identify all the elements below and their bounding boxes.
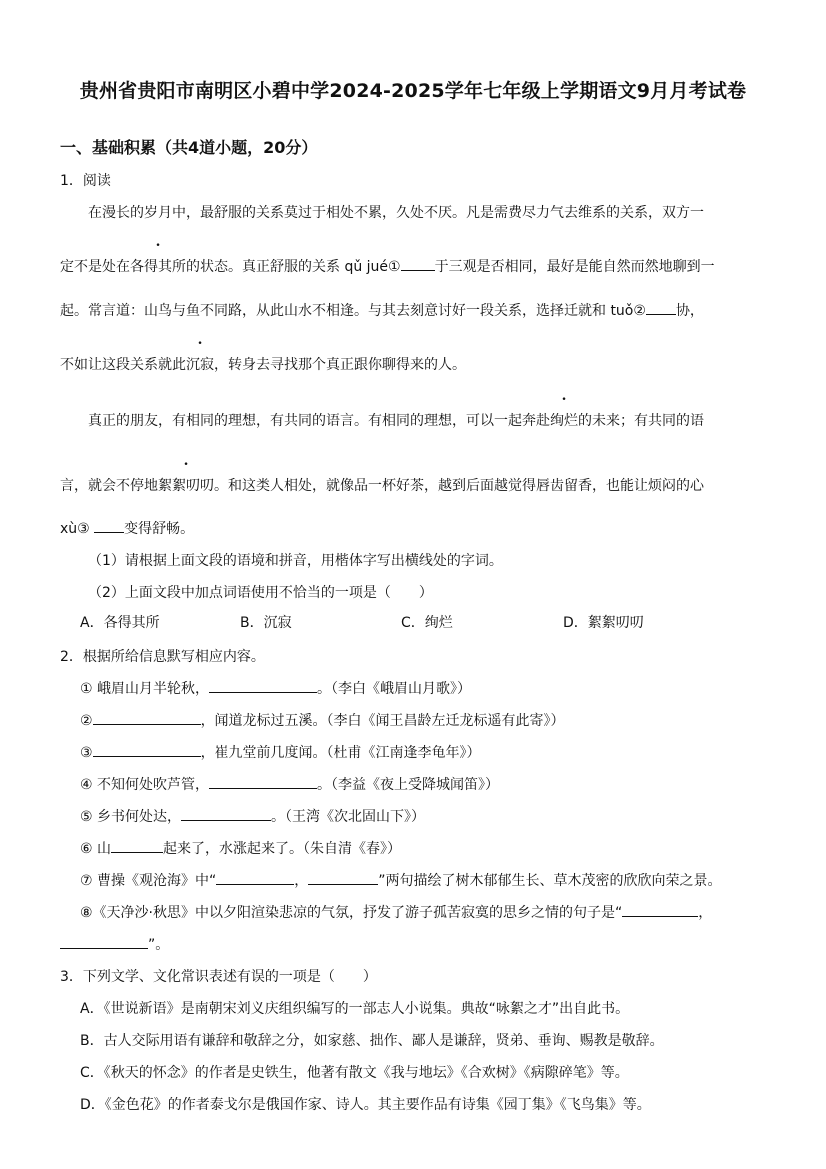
dotted-word: 各得其所 [130,259,186,275]
passage-line: 起。常言道：山鸟与鱼不同路，从此山水不相逢。与其去刻意讨好一段关系，选择迁就和 tuǒ② 协， [60,300,704,320]
option-c[interactable]: C．绚烂 [401,615,453,631]
recitation-item: ④ 不知何处吹芦管， 。（李益《夜上受降城闻笛》） [80,774,499,794]
recitation-item: ③ ，崔九堂前几度闻。（杜甫《江南逢李龟年》） [80,742,481,762]
answer-blank[interactable] [401,256,435,271]
recitation-item: ⑦ 曹操《观沧海》中“ ， ”两句描绘了树木郁郁生长、草木茂密的欣欣向荣之景。 [80,870,722,890]
recitation-item-continued: ”。 [60,934,169,954]
answer-blank[interactable] [93,742,201,757]
option-c[interactable]: C．《秋天的怀念》的作者是史铁生，他著有散文《我与地坛》《合欢树》《病隙碎笔》等。 [80,1065,629,1081]
passage-line: 在漫长的岁月中，最舒服的关系莫过于相处不累，久处不厌。凡是需费尽力气去维系的关系，双方一 [88,205,704,221]
recitation-item: ⑧《天净沙·秋思》中以夕阳渲染悲凉的气氛，抒发了游子孤苦寂寞的思乡之情的句子是“ ， [80,902,712,922]
passage-line: 不如让这段关系就此沉寂，转身去寻找那个真正跟你聊得来的人。 [60,354,466,374]
recitation-item: ⑥ 山 起来了，水涨起来了。（朱自清《春》） [80,838,401,858]
option-a[interactable]: A．各得其所 [80,615,160,631]
passage-line: 定不是处在各得其所的状态。真正舒服的关系 qǔ jué① 于三观是否相同，最好是能自然而然地聊到一 [60,256,715,276]
dotted-word: 绚烂 [550,413,578,429]
option-b[interactable]: B．古人交际用语有谦辞和敬辞之分，如家慈、拙作、鄙人是谦辞，贤弟、垂询、赐教是敬辞。 [80,1033,664,1049]
dotted-word: 絮絮叨叨 [158,478,214,494]
dotted-word: 沉寂 [186,357,214,373]
sub-question-1: （1）请根据上面文段的语境和拼音，用楷体字写出横线处的字词。 [88,553,503,569]
answer-blank[interactable] [216,870,294,885]
passage-line: 言，就会不停地絮絮叨叨。和这类人相处，就像品一杯好茶，越到后面越觉得唇齿留香，也能让烦闷的心 [60,475,704,495]
answer-blank[interactable] [60,934,148,949]
question-1-label: 1．阅读 [60,173,111,189]
recitation-item: ② ，闻道龙标过五溪。（李白《闻王昌龄左迁龙标遥有此寄》） [80,710,565,730]
answer-blank[interactable] [308,870,378,885]
question-3-label: 3．下列文学、文化常识表述有误的一项是（ ） [60,969,377,985]
answer-blank[interactable] [209,678,317,693]
section-heading: 一、基础积累（共4道小题，20分） [60,138,318,157]
question-2-label: 2．根据所给信息默写相应内容。 [60,649,265,665]
answer-blank[interactable] [181,806,271,821]
answer-blank[interactable] [646,300,676,315]
recitation-item: ① 峨眉山月半轮秋， 。（李白《峨眉山月歌》） [80,678,471,698]
option-d[interactable]: D．絮絮叨叨 [563,615,644,631]
answer-blank[interactable] [94,518,124,533]
answer-blank[interactable] [93,710,201,725]
answer-blank[interactable] [111,838,163,853]
option-b[interactable]: B．沉寂 [240,615,292,631]
page-title: 贵州省贵阳市南明区小碧中学2024-2025学年七年级上学期语文9月月考试卷 [79,80,747,102]
option-a[interactable]: A．《世说新语》是南朝宋刘义庆组织编写的一部志人小说集。典故“咏絮之才”出自此书。 [80,1001,630,1017]
answer-blank[interactable] [622,902,698,917]
sub-question-2: （2）上面文段中加点词语使用不恰当的一项是（ ） [88,585,433,601]
passage-line: 真正的朋友，有相同的理想，有共同的语言。有相同的理想，可以一起奔赴绚烂的未来；有共同的语 [88,410,704,430]
recitation-item: ⑤ 乡书何处达， 。（王湾《次北固山下》） [80,806,425,826]
passage-line: xù③ 变得舒畅。 [60,518,194,538]
option-d[interactable]: D．《金色花》的作者泰戈尔是俄国作家、诗人。其主要作品有诗集《园丁集》《飞鸟集》等。 [80,1097,651,1113]
answer-blank[interactable] [209,774,317,789]
